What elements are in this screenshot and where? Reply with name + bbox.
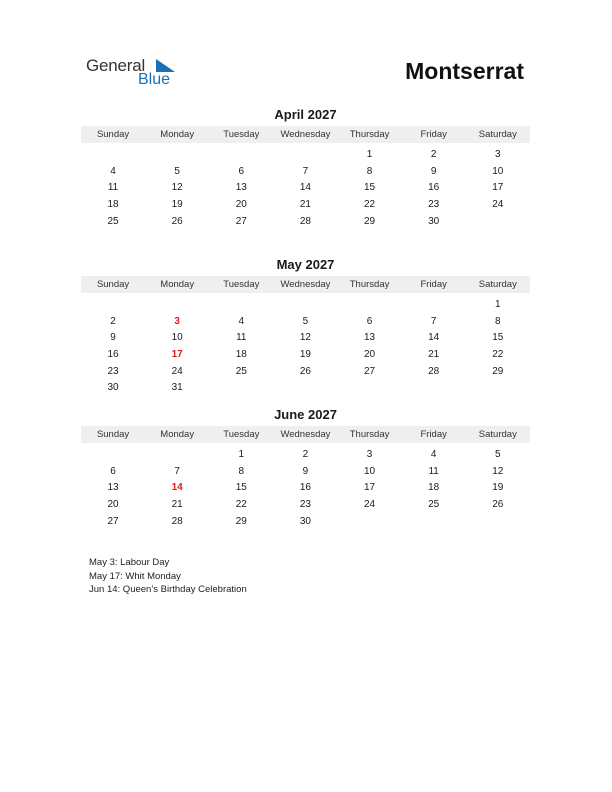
day-cell: 2	[110, 315, 116, 327]
month-title: May 2027	[276, 257, 335, 272]
day-cell: 15	[364, 182, 376, 194]
day-cell: 9	[430, 165, 437, 177]
week-row	[81, 496, 530, 513]
day-cell: 20	[364, 348, 376, 360]
week-row	[81, 346, 530, 363]
weekday-label: Monday	[160, 429, 195, 440]
day-cell: 28	[428, 365, 440, 377]
day-cell: 9	[302, 465, 309, 477]
week-row	[81, 463, 530, 480]
day-cell: 11	[236, 332, 247, 344]
day-cell: 25	[428, 498, 440, 510]
day-cell: 31	[171, 382, 183, 394]
day-cell: 3	[495, 148, 501, 160]
day-cell: 21	[299, 198, 311, 210]
day-cell: 19	[171, 198, 183, 210]
month-calendar	[81, 406, 530, 529]
month-calendar	[81, 106, 530, 229]
day-cell: 20	[107, 498, 119, 510]
day-cell: 10	[492, 165, 504, 177]
week-row	[81, 146, 530, 163]
day-cell: 30	[107, 382, 119, 394]
weekday-header	[81, 276, 530, 293]
day-cell: 20	[235, 198, 247, 210]
day-cell: 26	[171, 215, 183, 227]
weekday-label: Thursday	[349, 279, 390, 290]
day-cell: 1	[495, 298, 501, 310]
week-row	[81, 363, 530, 380]
day-cell: 24	[492, 198, 504, 210]
day-cell: 15	[235, 482, 247, 494]
weekday-label: Thursday	[349, 429, 390, 440]
day-cell: 17	[364, 482, 376, 494]
day-cell: 23	[299, 498, 311, 510]
logo-text-general: General	[86, 56, 146, 75]
day-cell: 15	[492, 332, 504, 344]
day-cell: 14	[171, 482, 183, 494]
day-cell: 26	[492, 498, 504, 510]
weekday-label: Saturday	[478, 129, 517, 140]
day-cell: 2	[302, 448, 309, 460]
day-cell: 7	[174, 465, 180, 477]
day-cell: 14	[428, 332, 440, 344]
month-title: April 2027	[274, 107, 337, 122]
weekday-header	[81, 426, 530, 443]
weekday-label: Sunday	[96, 129, 130, 140]
day-cell: 27	[107, 515, 119, 527]
day-cell: 5	[302, 315, 309, 327]
day-cell: 8	[238, 465, 245, 477]
weekday-label: Saturday	[478, 429, 517, 440]
day-cell: 24	[171, 365, 183, 377]
week-row	[81, 379, 530, 396]
holiday-note: May 3: Labour Day	[89, 557, 170, 568]
day-cell: 19	[299, 348, 311, 360]
day-cell: 17	[492, 182, 504, 194]
day-cell: 21	[171, 498, 183, 510]
weekday-label: Sunday	[96, 429, 130, 440]
day-cell: 28	[299, 215, 311, 227]
day-cell: 27	[235, 215, 247, 227]
day-cell: 24	[364, 498, 376, 510]
day-cell: 16	[107, 348, 119, 360]
day-cell: 4	[238, 315, 245, 327]
week-row	[81, 313, 530, 330]
week-row	[81, 196, 530, 213]
day-cell: 25	[107, 215, 119, 227]
day-cell: 3	[366, 448, 373, 460]
week-row	[81, 296, 530, 313]
day-cell: 30	[299, 515, 311, 527]
day-cell: 12	[299, 332, 311, 344]
day-cell: 16	[299, 482, 311, 494]
day-cell: 18	[235, 348, 247, 360]
day-cell: 29	[235, 515, 247, 527]
weekday-label: Thursday	[349, 129, 390, 140]
day-cell: 27	[364, 365, 376, 377]
day-cell: 2	[430, 148, 437, 160]
day-cell: 11	[107, 182, 119, 194]
day-cell: 9	[110, 332, 116, 344]
day-cell: 10	[364, 465, 376, 477]
day-cell: 7	[430, 315, 437, 327]
day-cell: 18	[107, 198, 119, 210]
weekday-label: Tuesday	[223, 279, 260, 290]
weekday-label: Monday	[160, 129, 195, 140]
day-cell: 30	[428, 215, 440, 227]
day-cell: 1	[366, 148, 373, 160]
month-calendar	[81, 256, 530, 396]
weekday-label: Friday	[420, 129, 447, 140]
holiday-notes	[89, 556, 247, 597]
day-cell: 17	[171, 348, 183, 360]
day-cell: 3	[174, 315, 180, 327]
day-cell: 23	[428, 198, 440, 210]
day-cell: 22	[235, 498, 247, 510]
weekday-label: Wednesday	[280, 279, 331, 290]
day-cell: 25	[235, 365, 247, 377]
day-cell: 5	[174, 165, 180, 177]
day-cell: 7	[302, 165, 309, 177]
day-cell: 6	[110, 465, 116, 477]
holiday-note: May 17: Whit Monday	[89, 570, 181, 582]
week-row	[81, 163, 530, 180]
weekday-label: Sunday	[96, 279, 130, 290]
day-cell: 26	[299, 365, 311, 377]
week-row	[81, 446, 530, 463]
day-cell: 19	[492, 482, 504, 494]
day-cell: 10	[171, 332, 183, 344]
day-cell: 6	[366, 315, 373, 327]
day-cell: 29	[364, 215, 376, 227]
brand-logo	[86, 56, 186, 90]
day-cell: 11	[428, 465, 439, 477]
weekday-label: Tuesday	[223, 129, 260, 140]
weekday-header	[81, 126, 530, 143]
day-cell: 16	[428, 182, 440, 194]
day-cell: 1	[238, 448, 245, 460]
day-cell: 13	[364, 332, 376, 344]
day-cell: 8	[495, 315, 501, 327]
weekday-label: Wednesday	[280, 429, 331, 440]
day-cell: 29	[492, 365, 504, 377]
day-cell: 21	[428, 348, 440, 360]
day-cell: 4	[110, 165, 116, 177]
day-cell: 8	[366, 165, 373, 177]
week-row	[81, 329, 530, 346]
week-row	[81, 213, 530, 230]
day-cell: 13	[235, 182, 247, 194]
week-row	[81, 179, 530, 196]
day-cell: 23	[107, 365, 119, 377]
weekday-label: Monday	[160, 279, 195, 290]
day-cell: 5	[495, 448, 501, 460]
weekday-label: Saturday	[478, 279, 517, 290]
logo-text-blue: Blue	[138, 71, 171, 88]
day-cell: 22	[364, 198, 376, 210]
weekday-label: Friday	[420, 429, 447, 440]
holiday-note: Jun 14: Queen’s Birthday Celebration	[89, 584, 247, 595]
week-row	[81, 479, 530, 496]
day-cell: 6	[238, 165, 245, 177]
month-title: June 2027	[274, 407, 337, 422]
weekday-label: Wednesday	[280, 129, 331, 140]
country-title: Montserrat	[405, 58, 524, 84]
day-cell: 12	[171, 182, 183, 194]
week-row	[81, 513, 530, 530]
weekday-label: Tuesday	[223, 429, 260, 440]
day-cell: 28	[171, 515, 183, 527]
day-cell: 13	[107, 482, 119, 494]
day-cell: 14	[299, 182, 311, 194]
day-cell: 4	[430, 448, 437, 460]
weekday-label: Friday	[420, 279, 447, 290]
day-cell: 18	[428, 482, 440, 494]
day-cell: 12	[492, 465, 504, 477]
day-cell: 22	[492, 348, 504, 360]
